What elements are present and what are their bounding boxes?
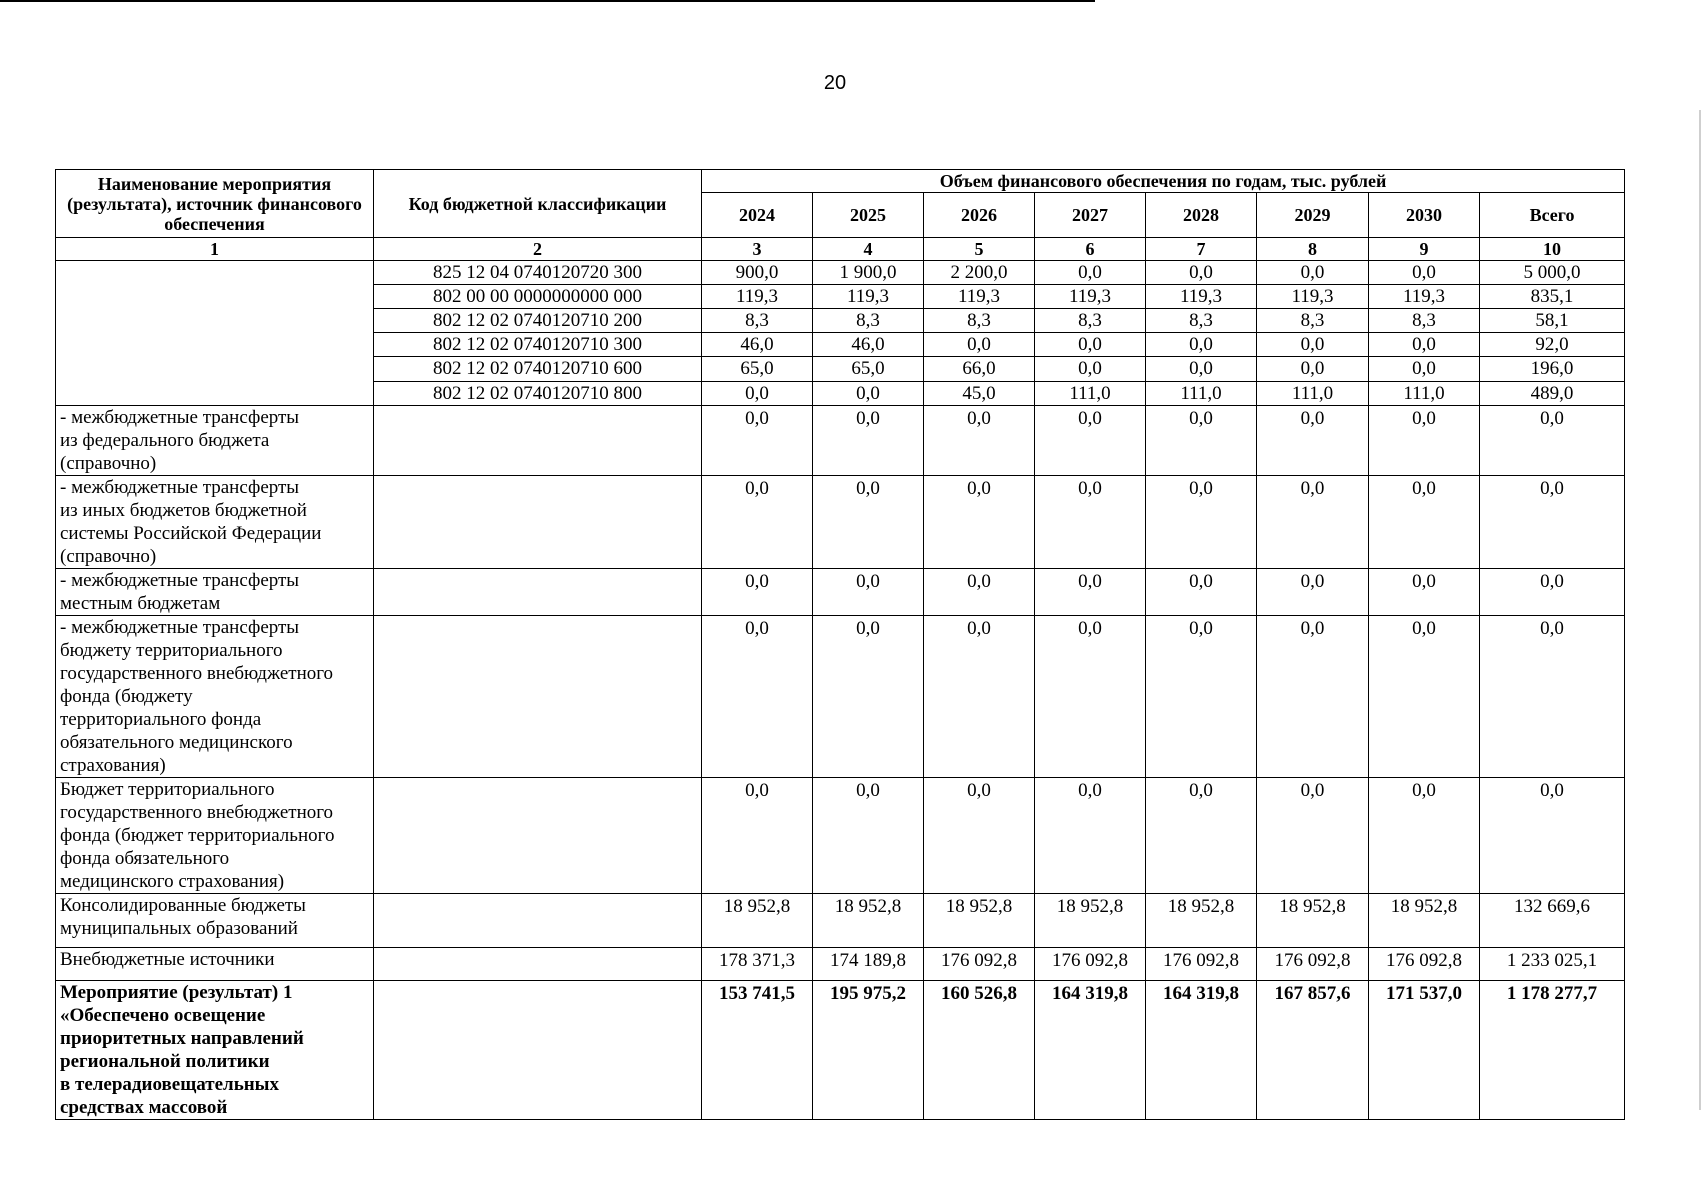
value-cell: 1 900,0 <box>813 261 924 285</box>
value-cell: 0,0 <box>924 476 1035 569</box>
value-cell: 111,0 <box>1369 382 1480 406</box>
value-cell: 176 092,8 <box>1146 948 1257 981</box>
row-name-cell: Бюджет территориального государственного внебюджетного фонда (бюджет территориального фонда обязательного медицинского страхования) <box>56 778 374 894</box>
table-row <box>56 261 1625 285</box>
table-row <box>56 476 1625 569</box>
value-cell: 0,0 <box>1146 616 1257 778</box>
value-cell: 8,3 <box>924 309 1035 333</box>
value-cell: 0,0 <box>1146 357 1257 382</box>
total-cell: 1 178 277,7 <box>1480 981 1625 1120</box>
value-cell: 0,0 <box>1257 406 1369 476</box>
value-cell: 0,0 <box>1035 406 1146 476</box>
value-cell: 66,0 <box>924 357 1035 382</box>
value-cell: 0,0 <box>1035 333 1146 357</box>
budget-code-cell <box>374 948 702 981</box>
top-rule <box>0 0 1095 2</box>
header-year: 2029 <box>1257 193 1369 238</box>
header-year: 2030 <box>1369 193 1480 238</box>
value-cell: 0,0 <box>1035 616 1146 778</box>
value-cell: 0,0 <box>1369 406 1480 476</box>
value-cell: 111,0 <box>1146 382 1257 406</box>
value-cell: 0,0 <box>813 569 924 616</box>
value-cell: 0,0 <box>813 382 924 406</box>
value-cell: 0,0 <box>1257 333 1369 357</box>
value-cell: 164 319,8 <box>1035 981 1146 1120</box>
total-cell: 0,0 <box>1480 778 1625 894</box>
value-cell: 8,3 <box>1146 309 1257 333</box>
value-cell: 0,0 <box>702 569 813 616</box>
value-cell: 0,0 <box>1257 476 1369 569</box>
table-row <box>56 569 1625 616</box>
budget-code-cell: 802 12 02 0740120710 200 <box>374 309 702 333</box>
value-cell: 45,0 <box>924 382 1035 406</box>
column-number: 4 <box>813 238 924 261</box>
row-name-cell: - межбюджетные трансферты бюджету территориального государственного внебюджетного фонда (бюджету территориального фонда обязательного медицинского страхования) <box>56 616 374 778</box>
value-cell: 119,3 <box>924 285 1035 309</box>
page-number: 20 <box>823 72 847 94</box>
total-cell: 0,0 <box>1480 569 1625 616</box>
value-cell: 18 952,8 <box>1146 894 1257 948</box>
value-cell: 0,0 <box>1257 569 1369 616</box>
column-number: 5 <box>924 238 1035 261</box>
value-cell: 0,0 <box>1035 357 1146 382</box>
header-year: 2024 <box>702 193 813 238</box>
value-cell: 0,0 <box>1257 261 1369 285</box>
value-cell: 176 092,8 <box>1035 948 1146 981</box>
value-cell: 119,3 <box>813 285 924 309</box>
value-cell: 0,0 <box>1146 778 1257 894</box>
value-cell: 8,3 <box>813 309 924 333</box>
budget-code-cell <box>374 894 702 948</box>
value-cell: 164 319,8 <box>1146 981 1257 1120</box>
value-cell: 0,0 <box>702 382 813 406</box>
value-cell: 178 371,3 <box>702 948 813 981</box>
value-cell: 0,0 <box>924 406 1035 476</box>
budget-code-cell <box>374 406 702 476</box>
table-row <box>56 894 1625 948</box>
total-cell: 835,1 <box>1480 285 1625 309</box>
value-cell: 119,3 <box>1257 285 1369 309</box>
value-cell: 18 952,8 <box>924 894 1035 948</box>
header-code-column: Код бюджетной классификации <box>374 170 702 238</box>
value-cell: 119,3 <box>1146 285 1257 309</box>
header-year: 2025 <box>813 193 924 238</box>
value-cell: 0,0 <box>1369 261 1480 285</box>
value-cell: 0,0 <box>924 569 1035 616</box>
total-cell: 1 233 025,1 <box>1480 948 1625 981</box>
value-cell: 0,0 <box>1146 333 1257 357</box>
total-cell: 0,0 <box>1480 406 1625 476</box>
value-cell: 0,0 <box>702 476 813 569</box>
value-cell: 18 952,8 <box>1257 894 1369 948</box>
value-cell: 0,0 <box>924 778 1035 894</box>
value-cell: 18 952,8 <box>702 894 813 948</box>
budget-code-cell: 825 12 04 0740120720 300 <box>374 261 702 285</box>
value-cell: 0,0 <box>1035 261 1146 285</box>
budget-code-cell <box>374 569 702 616</box>
column-number: 1 <box>56 238 374 261</box>
scan-edge-shadow <box>1699 110 1701 1110</box>
value-cell: 111,0 <box>1257 382 1369 406</box>
value-cell: 2 200,0 <box>924 261 1035 285</box>
value-cell: 900,0 <box>702 261 813 285</box>
value-cell: 8,3 <box>1257 309 1369 333</box>
value-cell: 119,3 <box>1035 285 1146 309</box>
value-cell: 0,0 <box>1369 778 1480 894</box>
total-cell: 0,0 <box>1480 616 1625 778</box>
value-cell: 0,0 <box>1369 569 1480 616</box>
header-year: 2027 <box>1035 193 1146 238</box>
budget-code-cell: 802 12 02 0740120710 300 <box>374 333 702 357</box>
column-number: 8 <box>1257 238 1369 261</box>
value-cell: 18 952,8 <box>1369 894 1480 948</box>
row-name-cell <box>56 261 374 406</box>
value-cell: 111,0 <box>1035 382 1146 406</box>
column-number: 9 <box>1369 238 1480 261</box>
total-cell: 0,0 <box>1480 476 1625 569</box>
value-cell: 0,0 <box>813 616 924 778</box>
total-cell: 489,0 <box>1480 382 1625 406</box>
value-cell: 8,3 <box>702 309 813 333</box>
value-cell: 119,3 <box>1369 285 1480 309</box>
value-cell: 0,0 <box>1369 333 1480 357</box>
value-cell: 0,0 <box>813 778 924 894</box>
value-cell: 167 857,6 <box>1257 981 1369 1120</box>
value-cell: 8,3 <box>1035 309 1146 333</box>
total-cell: 92,0 <box>1480 333 1625 357</box>
column-number: 10 <box>1480 238 1625 261</box>
value-cell: 0,0 <box>702 406 813 476</box>
budget-code-cell: 802 12 02 0740120710 600 <box>374 357 702 382</box>
value-cell: 46,0 <box>702 333 813 357</box>
value-cell: 160 526,8 <box>924 981 1035 1120</box>
value-cell: 8,3 <box>1369 309 1480 333</box>
budget-code-cell: 802 00 00 0000000000 000 <box>374 285 702 309</box>
value-cell: 0,0 <box>924 333 1035 357</box>
value-cell: 0,0 <box>1146 476 1257 569</box>
value-cell: 176 092,8 <box>1369 948 1480 981</box>
value-cell: 174 189,8 <box>813 948 924 981</box>
budget-code-cell <box>374 476 702 569</box>
value-cell: 0,0 <box>1146 406 1257 476</box>
value-cell: 65,0 <box>813 357 924 382</box>
budget-code-cell <box>374 981 702 1120</box>
value-cell: 0,0 <box>924 616 1035 778</box>
row-name-cell: - межбюджетные трансферты местным бюджетам <box>56 569 374 616</box>
value-cell: 153 741,5 <box>702 981 813 1120</box>
value-cell: 18 952,8 <box>1035 894 1146 948</box>
row-name-cell: Мероприятие (результат) 1 «Обеспечено освещение приоритетных направлений региональной политики в телерадиовещательных средствах массовой <box>56 981 374 1120</box>
value-cell: 176 092,8 <box>1257 948 1369 981</box>
budget-code-cell <box>374 616 702 778</box>
column-number: 6 <box>1035 238 1146 261</box>
value-cell: 0,0 <box>1369 357 1480 382</box>
table-body <box>56 261 1625 1120</box>
table-row <box>56 778 1625 894</box>
value-cell: 171 537,0 <box>1369 981 1480 1120</box>
column-number: 2 <box>374 238 702 261</box>
value-cell: 0,0 <box>1257 616 1369 778</box>
value-cell: 176 092,8 <box>924 948 1035 981</box>
column-number: 7 <box>1146 238 1257 261</box>
value-cell: 0,0 <box>1369 476 1480 569</box>
header-year: 2026 <box>924 193 1035 238</box>
value-cell: 65,0 <box>702 357 813 382</box>
value-cell: 0,0 <box>1257 357 1369 382</box>
row-name-cell: Внебюджетные источники <box>56 948 374 981</box>
row-name-cell: - межбюджетные трансферты из федерального бюджета (справочно) <box>56 406 374 476</box>
table-row <box>56 981 1625 1120</box>
value-cell: 119,3 <box>702 285 813 309</box>
value-cell: 18 952,8 <box>813 894 924 948</box>
total-cell: 58,1 <box>1480 309 1625 333</box>
value-cell: 0,0 <box>702 616 813 778</box>
value-cell: 0,0 <box>813 406 924 476</box>
budget-code-cell <box>374 778 702 894</box>
row-name-cell: Консолидированные бюджеты муниципальных образований <box>56 894 374 948</box>
column-number: 3 <box>702 238 813 261</box>
total-cell: 132 669,6 <box>1480 894 1625 948</box>
financing-table <box>55 169 1625 1120</box>
value-cell: 195 975,2 <box>813 981 924 1120</box>
value-cell: 0,0 <box>1035 569 1146 616</box>
value-cell: 0,0 <box>1146 569 1257 616</box>
header-financing-group: Объем финансового обеспечения по годам, тыс. рублей <box>702 170 1625 193</box>
table-row <box>56 406 1625 476</box>
total-cell: 196,0 <box>1480 357 1625 382</box>
header-year: 2028 <box>1146 193 1257 238</box>
value-cell: 0,0 <box>1369 616 1480 778</box>
row-name-cell: - межбюджетные трансферты из иных бюджетов бюджетной системы Российской Федерации (справочно) <box>56 476 374 569</box>
value-cell: 0,0 <box>1146 261 1257 285</box>
value-cell: 0,0 <box>702 778 813 894</box>
header-name-column: Наименование мероприятия (результата), источник финансового обеспечения <box>56 170 374 238</box>
value-cell: 0,0 <box>1035 476 1146 569</box>
total-cell: 5 000,0 <box>1480 261 1625 285</box>
value-cell: 46,0 <box>813 333 924 357</box>
value-cell: 0,0 <box>813 476 924 569</box>
value-cell: 0,0 <box>1257 778 1369 894</box>
value-cell: 0,0 <box>1035 778 1146 894</box>
table-row <box>56 948 1625 981</box>
header-total: Всего <box>1480 193 1625 238</box>
budget-code-cell: 802 12 02 0740120710 800 <box>374 382 702 406</box>
table-row <box>56 616 1625 778</box>
